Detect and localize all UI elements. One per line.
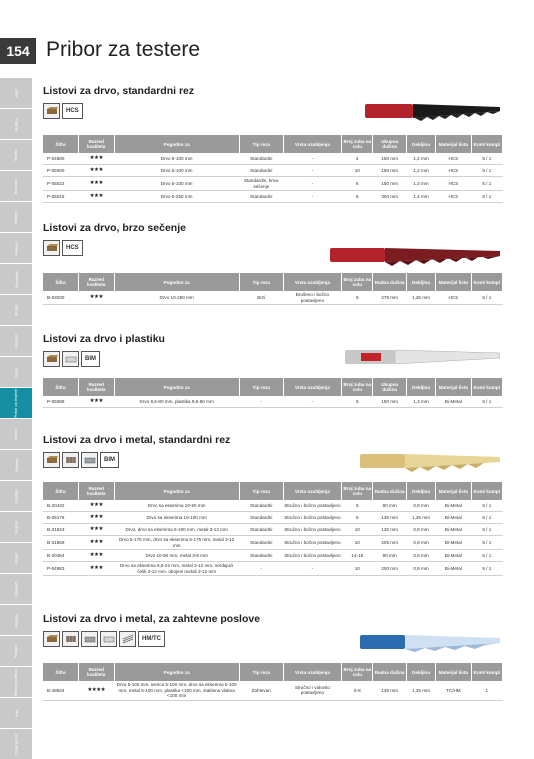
column-header: Pogodno za bbox=[114, 663, 239, 681]
table-cell: Standardni bbox=[239, 524, 283, 536]
table-cell: Standardni, krivo sečenje bbox=[239, 177, 283, 191]
column-header: Pogodno za bbox=[114, 482, 239, 500]
saw-blade-image bbox=[330, 245, 500, 267]
table-cell: P-05088 bbox=[43, 396, 79, 408]
quality-rating: ★★★ bbox=[79, 512, 115, 524]
table-cell: 0,9 mm bbox=[406, 524, 435, 536]
sidebar-tab-label: Bušilice bbox=[13, 117, 19, 131]
page-number: 154 bbox=[0, 38, 36, 64]
column-header: Kom/ kompl bbox=[471, 273, 502, 291]
quality-rating: ★★★ bbox=[79, 177, 115, 191]
table-cell: 5 / 1 bbox=[471, 550, 502, 562]
table-cell: 150 mm bbox=[373, 153, 406, 165]
table-cell: Stručno i bočno postavljeno bbox=[283, 512, 341, 524]
wood-icon bbox=[43, 103, 60, 119]
sidebar-tab[interactable] bbox=[0, 543, 32, 573]
table-cell: 130 mm bbox=[373, 681, 406, 700]
sidebar-tab[interactable] bbox=[0, 109, 32, 139]
product-table bbox=[43, 378, 503, 408]
product-table bbox=[43, 663, 503, 701]
section-title: Listovi za drvo i metal, za zahtevne poslove bbox=[43, 613, 261, 625]
plastic-icon bbox=[62, 351, 79, 367]
table-cell: HCS bbox=[436, 177, 472, 191]
sidebar-tab-label: Baterije bbox=[13, 613, 19, 627]
table-cell: HCS bbox=[436, 153, 472, 165]
table-cell: HCS bbox=[436, 165, 472, 177]
saw-blade-image bbox=[345, 347, 500, 369]
column-header: Tip reza bbox=[239, 378, 283, 396]
metal-icon bbox=[81, 631, 98, 647]
table-cell: 5 / 1 bbox=[471, 524, 502, 536]
table-cell: 130 mm bbox=[373, 524, 406, 536]
sidebar-tab[interactable] bbox=[0, 140, 32, 170]
table-cell: Drvo 5-250 mm bbox=[114, 191, 239, 203]
fiberglass-icon bbox=[119, 631, 136, 647]
table-cell: 5 / 1 bbox=[471, 500, 502, 512]
table-cell: B-31843 bbox=[43, 524, 79, 536]
column-header: Debljina bbox=[406, 135, 435, 153]
column-header: Debljina bbox=[406, 663, 435, 681]
table-row bbox=[43, 177, 503, 191]
table-cell: 6 bbox=[342, 291, 373, 305]
column-header: Debljina bbox=[406, 273, 435, 291]
quality-rating: ★★★ bbox=[79, 191, 115, 203]
table-row bbox=[43, 153, 503, 165]
table-cell: 5 / 1 bbox=[471, 177, 502, 191]
table-cell: 1,2 mm bbox=[406, 165, 435, 177]
table-cell: 80 mm bbox=[373, 500, 406, 512]
table-cell: 6 bbox=[342, 177, 373, 191]
sidebar-tab[interactable] bbox=[0, 636, 32, 666]
sidebar-tab[interactable] bbox=[0, 233, 32, 263]
product-table bbox=[43, 273, 503, 305]
column-header: Debljina bbox=[406, 378, 435, 396]
table-cell: - bbox=[283, 165, 341, 177]
table-cell: 10 bbox=[342, 165, 373, 177]
sidebar-tab[interactable] bbox=[0, 357, 32, 387]
quality-rating: ★★★ bbox=[79, 153, 115, 165]
section-title: Listovi za drvo, standardni rez bbox=[43, 85, 195, 97]
column-header: Broj zuba na colu bbox=[342, 273, 373, 291]
table-cell: 5 / 1 bbox=[471, 191, 502, 203]
material-badge: HCS bbox=[62, 240, 83, 256]
table-cell: 6 bbox=[342, 512, 373, 524]
table-cell: Drvo 5-175 mm, drvo sa ekserima 5-175 mm, metal 3-12 mm bbox=[114, 536, 239, 550]
table-cell: Bi-Metal bbox=[436, 550, 472, 562]
table-row bbox=[43, 291, 503, 305]
column-header: Razred kvaliteta bbox=[79, 135, 115, 153]
table-cell: B-31859 bbox=[43, 536, 79, 550]
table-cell: Standardni bbox=[239, 165, 283, 177]
table-cell: - bbox=[283, 562, 341, 576]
table-cell: B-20454 bbox=[43, 550, 79, 562]
column-header: Tip reza bbox=[239, 273, 283, 291]
table-cell: 1,25 mm bbox=[406, 512, 435, 524]
column-header: Šifra bbox=[43, 135, 79, 153]
table-row bbox=[43, 512, 503, 524]
table-cell: HCS bbox=[436, 191, 472, 203]
sidebar-tab[interactable] bbox=[0, 326, 32, 356]
wood-icon bbox=[43, 351, 60, 367]
sidebar-tab-label: Brusilice bbox=[13, 178, 19, 194]
quality-rating: ★★★ bbox=[79, 165, 115, 177]
sidebar bbox=[0, 78, 32, 755]
table-cell: Standardni bbox=[239, 500, 283, 512]
table-cell: Standardni bbox=[239, 512, 283, 524]
table-row bbox=[43, 396, 503, 408]
table-cell: - bbox=[239, 396, 283, 408]
table-cell: P-05000 bbox=[43, 165, 79, 177]
table-cell: Bi-Metal bbox=[436, 500, 472, 512]
column-header: Vrsta ozubljenja bbox=[283, 273, 341, 291]
table-cell: 6 bbox=[342, 500, 373, 512]
table-cell: P-04880 bbox=[43, 153, 79, 165]
sidebar-tab-label: Glodala bbox=[13, 489, 19, 503]
table-cell: 0,9 mm bbox=[406, 562, 435, 576]
table-cell: HCS bbox=[436, 291, 472, 305]
table-cell: 5 / 1 bbox=[471, 153, 502, 165]
table-cell: 1,3 mm bbox=[406, 177, 435, 191]
column-header: Razred kvaliteta bbox=[79, 378, 115, 396]
table-cell: Standardni bbox=[239, 550, 283, 562]
material-badge: BIM bbox=[100, 452, 119, 468]
table-cell: Drvo 10-50 mm, metal 3-8 mm bbox=[114, 550, 239, 562]
table-cell: 1,25 mm bbox=[406, 291, 435, 305]
table-cell: 80 mm bbox=[373, 550, 406, 562]
sidebar-tab[interactable] bbox=[0, 698, 32, 728]
table-header-row bbox=[43, 482, 503, 500]
product-table bbox=[43, 482, 503, 576]
table-row bbox=[43, 165, 503, 177]
column-header: Pogodno za bbox=[114, 378, 239, 396]
column-header: Tip reza bbox=[239, 663, 283, 681]
table-cell: - bbox=[283, 191, 341, 203]
table-cell: 5 / 1 bbox=[471, 165, 502, 177]
table-cell: Drvo 9,5-80 mm, plastika 9,5-80 mm bbox=[114, 396, 239, 408]
column-header: Debljina bbox=[406, 482, 435, 500]
column-header: Vrsta ozubljenja bbox=[283, 135, 341, 153]
column-header: Ukupna dužina bbox=[373, 378, 406, 396]
table-cell: Drvo 5-100 mm bbox=[114, 177, 239, 191]
table-cell: Stručno i bočno postavljeno bbox=[283, 524, 341, 536]
table-cell: 4 bbox=[342, 153, 373, 165]
table-cell: B-03030 bbox=[43, 291, 79, 305]
table-cell: Drvo 5-100 mm bbox=[114, 153, 239, 165]
saw-blade-image bbox=[365, 101, 500, 123]
table-row bbox=[43, 536, 503, 550]
table-cell: 5 / 1 bbox=[471, 291, 502, 305]
sidebar-tab[interactable] bbox=[0, 450, 32, 480]
table-cell: Stručno i bočno postavljeno bbox=[283, 550, 341, 562]
table-cell: 14-18 bbox=[342, 550, 373, 562]
table-cell: 150 mm bbox=[373, 177, 406, 191]
sidebar-tab[interactable] bbox=[0, 264, 32, 294]
sidebar-tab-label: Glodalice bbox=[13, 270, 19, 288]
quality-rating: ★★★ bbox=[79, 550, 115, 562]
table-cell: B-49834 bbox=[43, 681, 79, 700]
quality-rating: ★★★ bbox=[79, 291, 115, 305]
table-cell: - bbox=[239, 562, 283, 576]
column-header: Šifra bbox=[43, 663, 79, 681]
table-cell: - bbox=[283, 396, 341, 408]
wood-icon bbox=[43, 631, 60, 647]
table-header-row bbox=[43, 663, 503, 681]
sidebar-tab[interactable] bbox=[0, 574, 32, 604]
table-header-row bbox=[43, 378, 503, 396]
table-cell: 150 mm bbox=[373, 396, 406, 408]
sidebar-tab-label: Pribor za testere bbox=[13, 388, 19, 418]
column-header: Radna dužina bbox=[373, 482, 406, 500]
quality-rating: ★★★ bbox=[79, 562, 115, 576]
table-cell: 6 bbox=[342, 396, 373, 408]
column-header: Razred kvaliteta bbox=[79, 482, 115, 500]
table-cell: Bi-Metal bbox=[436, 396, 472, 408]
sidebar-tab[interactable] bbox=[0, 78, 32, 108]
table-cell: Stručno i bočno postavljeno bbox=[283, 500, 341, 512]
saw-icon bbox=[62, 631, 79, 647]
table-cell: 200 mm bbox=[373, 562, 406, 576]
table-row bbox=[43, 191, 503, 203]
column-header: Razred kvaliteta bbox=[79, 273, 115, 291]
sidebar-tab-label: Merni bbox=[13, 366, 19, 378]
quality-rating: ★★★ bbox=[79, 500, 115, 512]
saw-blade-image bbox=[360, 632, 500, 654]
section-title: Listovi za drvo, brzo sečenje bbox=[43, 222, 186, 234]
table-cell: - bbox=[283, 177, 341, 191]
table-cell: 6 bbox=[342, 191, 373, 203]
column-header: Šifra bbox=[43, 482, 79, 500]
table-row bbox=[43, 524, 503, 536]
table-cell: Drvo 5-100 mm, iverica 5-100 mm, drvo sa ekserima 5-100 mm, metal 5-100 mm, plastika <100 mm, staklena vlakna <100 mm bbox=[114, 681, 239, 700]
sidebar-tab-label: Rende bbox=[13, 304, 19, 316]
wood-icon bbox=[43, 240, 60, 256]
sidebar-tab-label: Testere bbox=[13, 210, 19, 224]
material-badge: HCS bbox=[62, 103, 83, 119]
table-cell: Bi-Metal bbox=[436, 512, 472, 524]
sidebar-tab[interactable] bbox=[0, 481, 32, 511]
table-cell: Drvo 5-100 mm bbox=[114, 165, 239, 177]
page-title: Pribor za testere bbox=[46, 38, 201, 61]
column-header: Radna dužina bbox=[373, 273, 406, 291]
saw-icon bbox=[62, 452, 79, 468]
table-row bbox=[43, 500, 503, 512]
table-cell: 1 bbox=[471, 681, 502, 700]
column-header: Šifra bbox=[43, 378, 79, 396]
table-cell: 300 mm bbox=[373, 191, 406, 203]
table-cell: Zahtevan bbox=[239, 681, 283, 700]
plastic-icon bbox=[100, 631, 117, 647]
table-row bbox=[43, 550, 503, 562]
table-cell: 0,9 mm bbox=[406, 536, 435, 550]
column-header: Materijal lista bbox=[436, 135, 472, 153]
section-title: Listovi za drvo i metal, standardni rez bbox=[43, 434, 231, 446]
metal-icon bbox=[81, 452, 98, 468]
sidebar-tab[interactable] bbox=[0, 295, 32, 325]
column-header: Ukupna dužina bbox=[373, 135, 406, 153]
quality-rating: ★★★ bbox=[79, 524, 115, 536]
table-cell: 1,25 mm bbox=[406, 681, 435, 700]
column-header: Materijal lista bbox=[436, 273, 472, 291]
wood-icon bbox=[43, 452, 60, 468]
table-cell: Drvo sa ekserima 10-50 mm bbox=[114, 500, 239, 512]
table-cell: B-05175 bbox=[43, 512, 79, 524]
table-cell: 10 bbox=[342, 562, 373, 576]
sidebar-tab-label: Rezervni delovi bbox=[13, 668, 19, 696]
section-title: Listovi za drvo i plastiku bbox=[43, 333, 165, 345]
table-cell: 5 / 1 bbox=[471, 512, 502, 524]
table-row bbox=[43, 681, 503, 700]
sidebar-tab-label: Alat bbox=[13, 709, 19, 717]
sidebar-tab-label: Ostali pribor bbox=[13, 733, 19, 755]
sidebar-tab-label: Listovi bbox=[13, 428, 19, 440]
table-cell: P-04983 bbox=[43, 562, 79, 576]
sidebar-tab-label: Alati bbox=[13, 89, 19, 97]
column-header: Pogodno za bbox=[114, 135, 239, 153]
column-header: Kom/ kompl bbox=[471, 482, 502, 500]
sidebar-tab[interactable] bbox=[0, 419, 32, 449]
sidebar-tab[interactable] bbox=[0, 202, 32, 232]
table-cell: Drvo, drvo sa ekserima 5-100 mm, metal 3-12 mm bbox=[114, 524, 239, 536]
table-cell: Standardni bbox=[239, 153, 283, 165]
table-cell: 150 mm bbox=[373, 165, 406, 177]
table-cell: P-05022 bbox=[43, 177, 79, 191]
material-badge: BIM bbox=[81, 351, 100, 367]
table-cell: 279 mm bbox=[373, 291, 406, 305]
column-header: Kom/ kompl bbox=[471, 663, 502, 681]
column-header: Pogodno za bbox=[114, 273, 239, 291]
table-cell: 205 mm bbox=[373, 536, 406, 550]
table-cell: B-20432 bbox=[43, 500, 79, 512]
sidebar-tab-label: Ostalo bbox=[13, 552, 19, 564]
column-header: Broj zuba na colu bbox=[342, 135, 373, 153]
table-cell: Bi-Metal bbox=[436, 536, 472, 550]
table-cell: TC/HM bbox=[436, 681, 472, 700]
quality-rating: ★★★ bbox=[79, 536, 115, 550]
table-cell: 6-8 bbox=[342, 681, 373, 700]
table-cell: P-05016 bbox=[43, 191, 79, 203]
sidebar-tab[interactable] bbox=[0, 667, 32, 697]
table-cell: - bbox=[283, 153, 341, 165]
table-cell: 5 / 1 bbox=[471, 562, 502, 576]
table-cell: Standardni bbox=[239, 536, 283, 550]
column-header: Vrsta ozubljenja bbox=[283, 378, 341, 396]
product-table bbox=[43, 135, 503, 203]
sidebar-tab-label: Diskovi bbox=[13, 458, 19, 472]
table-cell: Stručno i valovito postavljeno bbox=[283, 681, 341, 700]
sidebar-tab[interactable] bbox=[0, 388, 32, 418]
column-header: Šifra bbox=[43, 273, 79, 291]
column-header: Materijal lista bbox=[436, 378, 472, 396]
sidebar-tab[interactable] bbox=[0, 171, 32, 201]
column-header: Broj zuba na colu bbox=[342, 482, 373, 500]
table-cell: 1,4 mm bbox=[406, 191, 435, 203]
column-header: Kom/ kompl bbox=[471, 378, 502, 396]
table-cell: 5 / 1 bbox=[471, 536, 502, 550]
column-header: Materijal lista bbox=[436, 663, 472, 681]
table-cell: 10 bbox=[342, 524, 373, 536]
table-header-row bbox=[43, 135, 503, 153]
sidebar-tab-label: Zavrtači bbox=[13, 333, 19, 349]
sidebar-tab-label: Noževi bbox=[13, 520, 19, 534]
table-cell: 1,2 mm bbox=[406, 153, 435, 165]
quality-rating: ★★★ bbox=[79, 396, 115, 408]
quality-rating: ★★★★ bbox=[79, 681, 115, 700]
table-cell: Bi-Metal bbox=[436, 562, 472, 576]
table-cell: Drvo sa ekserima 10-100 mm bbox=[114, 512, 239, 524]
column-header: Vrsta ozubljenja bbox=[283, 482, 341, 500]
table-cell: Drvo sa ekserima 6,5-22 mm, metal 3-12 mm, nerđajući čelik 3-12 mm, obojeni metali 3-12 mm bbox=[114, 562, 239, 576]
table-cell: 5 / 1 bbox=[471, 396, 502, 408]
table-cell: 10 bbox=[342, 536, 373, 550]
column-header: Kom/ kompl bbox=[471, 135, 502, 153]
column-header: Materijal lista bbox=[436, 482, 472, 500]
sidebar-tab[interactable] bbox=[0, 512, 32, 542]
sidebar-tab[interactable] bbox=[0, 605, 32, 635]
table-cell: 1,3 mm bbox=[406, 396, 435, 408]
table-header-row bbox=[43, 273, 503, 291]
column-header: Radna dužina bbox=[373, 663, 406, 681]
table-cell: Drvo 10-280 mm bbox=[114, 291, 239, 305]
sidebar-tab-label: Usisivači bbox=[13, 581, 19, 597]
table-cell: Brzi bbox=[239, 291, 283, 305]
column-header: Vrsta ozubljenja bbox=[283, 663, 341, 681]
table-cell: Bi-Metal bbox=[436, 524, 472, 536]
table-cell: Brušeno i bočno postavljeno bbox=[283, 291, 341, 305]
table-cell: Standardni bbox=[239, 191, 283, 203]
column-header: Tip reza bbox=[239, 482, 283, 500]
column-header: Tip reza bbox=[239, 135, 283, 153]
table-cell: 0,9 mm bbox=[406, 500, 435, 512]
column-header: Razred kvaliteta bbox=[79, 663, 115, 681]
sidebar-tab-label: Punjači bbox=[13, 644, 19, 658]
table-row bbox=[43, 562, 503, 576]
column-header: Broj zuba na colu bbox=[342, 378, 373, 396]
saw-blade-image bbox=[360, 451, 500, 473]
table-cell: 0,9 mm bbox=[406, 550, 435, 562]
column-header: Broj zuba na colu bbox=[342, 663, 373, 681]
material-badge: HM/TC bbox=[138, 631, 165, 647]
sidebar-tab-label: Makaze bbox=[13, 240, 19, 256]
table-cell: Stručno i bočno postavljeno bbox=[283, 536, 341, 550]
table-cell: 130 mm bbox=[373, 512, 406, 524]
sidebar-tab-label: Svrdla bbox=[13, 149, 19, 161]
